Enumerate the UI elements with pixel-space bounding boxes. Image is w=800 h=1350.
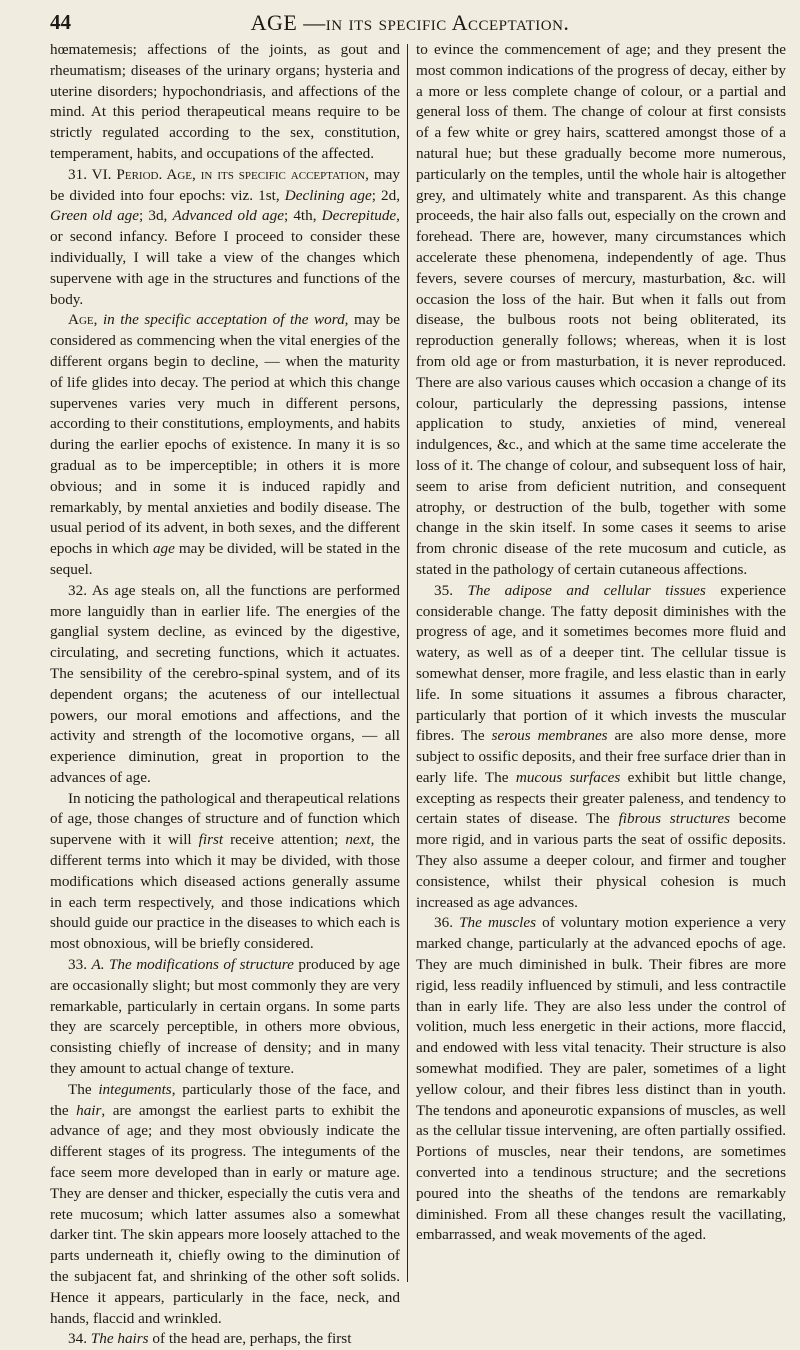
paragraph: In noticing the pathological and therapeutical relations of age, those changes of structure and of function which supervene with it will first receive attention; next, the different terms into which it may be divided, with those modifications which diseased actions generally assume in each term respectively, and those indications which should guide our practice in the diseases to which each is most obnoxious, will be briefly considered. bbox=[50, 789, 400, 953]
left-column bbox=[50, 40, 400, 1350]
paragraph: 35. The adipose and cellular tissues experience considerable change. The fatty deposit diminishes with the progress of age, and it sometimes becomes more fluid and watery, as well as of a deeper tint. The cellular tissue is somewhat denser, more fragile, and less elastic than in early life. In some situations it assumes a fibrous character, particularly that portion of it which invests the muscular fibres. The serous membranes are also more dense, more subject to ossific deposits, and their free surface drier than in early life. The mucous surfaces exhibit but little change, excepting as respects their greater paleness, and tendency to certain states of disease. The fibrous structures become more rigid, and in various parts the seat of ossific deposits. They also assume a deeper colour, and firmer and tougher consistence, whilst their physical cohesion is much increased as age advances. bbox=[416, 581, 786, 911]
page-header bbox=[50, 10, 770, 40]
paragraph: to evince the commencement of age; and they present the most common indications of the progress of decay, either by a more or less complete change of colour, or a partial and general loss of them. The change of colour at first consists of a few white or grey hairs, scattered amongst those of a natural hue; but these gradually become more numerous, particularly on the temples, until the whole hair is altogether grey, and ultimately white and transparent. As this change proceeds, the hair also falls out, especially on the crown and forehead. There are, however, many circumstances which accelerate these phenomena, independently of age. Thus fevers, severe courses of mercury, masturbation, &c. will occasion the loss of the hair. But when it falls out from disease, the bulbous roots not being obliterated, its reproduction generally follows; whereas, when it is lost from old age or from masturbation, it is never reproduced. There are also various causes which occasion a change of its colour, particularly the depressing passions, intense application to study, anxieties of mind, venereal indulgences, &c., and which at the same time accelerate the loss of it. The change of colour, and subsequent loss of hair, seem to arise from deficient nutrition, and consequent atrophy, or destruction of the bulb, together with some change in the skin itself. In some cases it seems to arise from chronic disease of the rete mucosum and cuticle, as stated in the pathology of certain cutaneous affections. bbox=[416, 41, 786, 578]
paragraph: Age, in the specific acceptation of the word, may be considered as commencing when the vital energies of the different organs begin to decline, — when the maturity of life glides into decay. The period at which this change supervenes varies very much in different persons, according to their constitutions, employments, and habits during the earlier epochs of existence. In many it is so gradual as to be imperceptible; in others it is more obvious; and in some it is induced rapidly and remarkably, by mental anxieties and bodily disease. The usual period of its advent, in both sexes, and the different epochs in which age may be divided, will be stated in the sequel. bbox=[50, 311, 400, 578]
running-title: AGE —in its specific Acceptation. bbox=[250, 10, 570, 35]
section-heading: 31. VI. Period. Age, in its specific acceptation, bbox=[68, 165, 369, 183]
page-number: 44 bbox=[50, 10, 71, 34]
term: Age, bbox=[68, 311, 98, 329]
column-divider bbox=[407, 44, 408, 1282]
paragraph: 34. The hairs of the head are, perhaps, the first bbox=[68, 1330, 352, 1348]
paragraph: The integuments, particularly those of the face, and the hair, are amongst the earliest parts to exhibit the advance of age; and they most obviously indicate the different stages of its progress. The integuments of the face seem more developed than in early or mature age. They are denser and thicker, especially the cutis vera and rete mucosum; which latter assumes also a somewhat darker tint. The skin appears more loosely attached to the parts underneath it, chiefly owing to the diminution of the subjacent fat, and shrinking of the other soft solids. Hence it appears, particularly in the face, neck, and hands, flaccid and wrinkled. bbox=[50, 1080, 400, 1327]
right-column bbox=[416, 40, 786, 1246]
paragraph: 36. The muscles of voluntary motion experience a very marked change, particularly at the advanced epochs of age. They are much diminished in bulk. Their fibres are more rigid, less readily influenced by stimuli, and less contractile than in early life. They are also less under the control of volition, much less energetic in their actions, more flaccid, and endowed with less vital tenacity. Their structure is also somewhat modified. They are paler, sometimes of a light yellow colour, and their fibres less distinct than in youth. The tendons and aponeurotic expansions of muscles, as well as the cellular tissue intervening, are often partially ossified. Portions of muscles, near their tendons, are sometimes converted into a tendinous structure; and the secretions poured into the sheaths of the tendons are remarkably diminished. From all these changes result the vacillating, embarrassed, and weak movements of the aged. bbox=[416, 914, 786, 1244]
paragraph: 33. A. The modifications of structure produced by age are occasionally slight; but most commonly they are very remarkable, particularly in certain organs. In some parts they are scarcely perceptible, in others more obvious, consisting chiefly of increase of density; and in many they amount to actual change of texture. bbox=[50, 956, 400, 1078]
paragraph: 32. As age steals on, all the functions are performed more languidly than in earlier life. The energies of the ganglial system decline, as evinced by the digestive, circulating, and secreting functions, which it actuates. The sensibility of the cerebro-spinal system, and of its dependent organs; the acuteness of our intellectual powers, our moral emotions and affections, and the activity and strength of the locomotive organs, — all experience diminution, great in proportion to the advances of age. bbox=[50, 581, 400, 786]
paragraph: hœmatemesis; affections of the joints, as gout and rheumatism; diseases of the urinary organs; hysteria and uterine disorders; hypochondriasis, and affections of the mind. At this period therapeutical means require to be strictly regulated according to the sex, constitution, temperament, habits, and occupations of the affected. bbox=[50, 41, 400, 162]
paragraph: 31. VI. Period. Age, in its specific acceptation, may be divided into four epochs: viz. 1st, Declining age; 2d, Green old age; 3d, Advanced old age; 4th, Decrepitude, or second infancy. Before I proceed to consider these individually, I will take a view of the changes which supervene with age in the structures and functions of the body. bbox=[50, 165, 400, 308]
text-columns bbox=[50, 40, 793, 1348]
